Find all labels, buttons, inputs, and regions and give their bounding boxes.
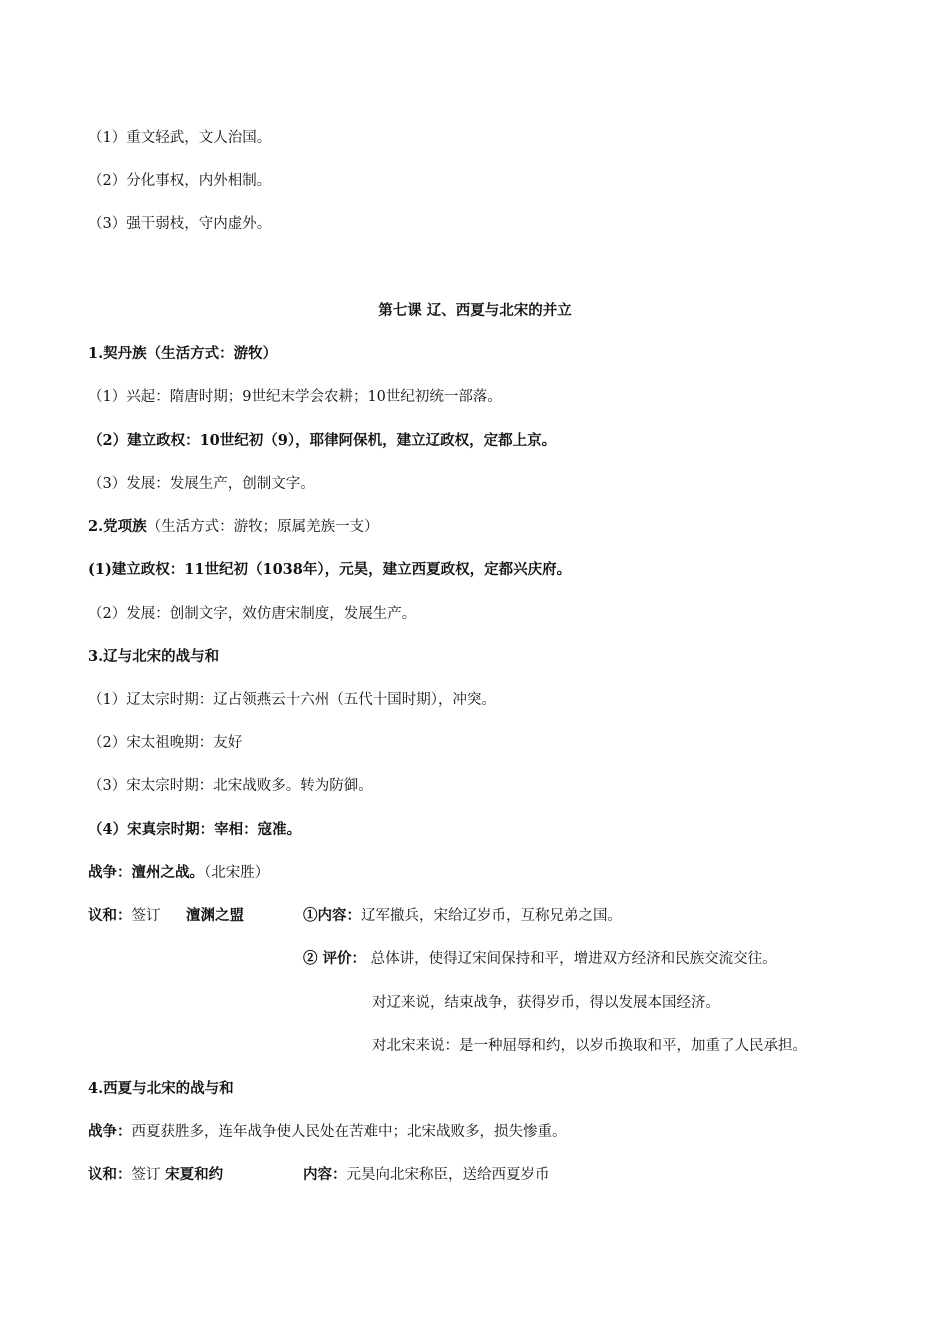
war-result: （北宋胜） — [204, 865, 270, 881]
peace-sign: 签订 — [131, 908, 161, 924]
s4-content-label: 内容： — [303, 1166, 347, 1183]
section-4-heading: 4.西夏与北宋的战与和 — [88, 1080, 234, 1097]
s4-treaty-content — [303, 1165, 550, 1185]
section-2-item-2: （2）发展：创制文字，效仿唐宋制度，发展生产。 — [88, 606, 417, 622]
treaty-content-label: ①内容： — [303, 907, 361, 924]
s4-peace-sign: 签订 — [131, 1167, 161, 1183]
treaty-evaluation-label: ② 评价： — [303, 950, 367, 967]
s4-war-label: 战争： — [88, 1123, 132, 1140]
section-3-peace — [88, 906, 161, 926]
section-1-item-2: （2）建立政权：10世纪初（9），耶律阿保机，建立辽政权，定都上京。 — [88, 432, 557, 449]
s4-peace-label: 议和： — [88, 1166, 132, 1183]
section-1-heading: 1.契丹族（生活方式：游牧） — [88, 345, 278, 362]
section-3-item-2: （2）宋太祖晚期：友好 — [88, 735, 243, 751]
top-item-3: （3）强干弱枝，守内虚外。 — [88, 216, 272, 232]
section-2-heading — [88, 517, 379, 537]
section-4-peace — [88, 1165, 223, 1185]
evaluation-liao: 对辽来说，结束战争，获得岁币，得以发展本国经济。 — [372, 995, 720, 1011]
top-item-1: （1）重文轻武，文人治国。 — [88, 130, 272, 146]
section-1-item-1: （1）兴起：隋唐时期；9世纪末学会农耕；10世纪初统一部落。 — [88, 389, 502, 405]
lesson-title: 第七课 辽、西夏与北宋的并立 — [378, 302, 572, 319]
treaty-evaluation — [303, 949, 777, 969]
section-3-heading: 3.辽与北宋的战与和 — [88, 648, 220, 665]
section-2-heading-rest: （生活方式：游牧；原属羌族一支） — [146, 519, 379, 535]
top-item-2: （2）分化事权，内外相制。 — [88, 173, 272, 189]
treaty-evaluation-text: 总体讲，使得辽宋间保持和平，增进双方经济和民族交流交往。 — [370, 951, 777, 967]
evaluation-song: 对北宋来说：是一种屈辱和约，以岁币换取和平，加重了人民承担。 — [372, 1038, 807, 1054]
treaty-content — [303, 906, 622, 926]
peace-label: 议和： — [88, 907, 132, 924]
section-3-item-3: （3）宋太宗时期：北宋战败多。转为防御。 — [88, 778, 373, 794]
treaty-content-text: 辽军撤兵，宋给辽岁币，互称兄弟之国。 — [361, 908, 622, 924]
section-3-war — [88, 863, 269, 883]
section-3-item-1: （1）辽太宗时期：辽占领燕云十六州（五代十国时期），冲突。 — [88, 692, 496, 708]
s4-content-text: 元昊向北宋称臣，送给西夏岁币 — [346, 1167, 550, 1183]
section-4-war — [88, 1122, 567, 1142]
section-1-item-3: （3）发展：发展生产，创制文字。 — [88, 476, 315, 492]
s4-peace-treaty: 宋夏和约 — [165, 1166, 224, 1183]
section-2-item-1: (1)建立政权：11世纪初（1038年），元昊，建立西夏政权，定都兴庆府。 — [88, 561, 572, 578]
war-battle: 澶州之战。 — [131, 864, 204, 881]
peace-treaty: 澶渊之盟 — [186, 907, 244, 924]
section-3-item-4: （4）宋真宗时期：宰相：寇准。 — [88, 821, 302, 838]
s4-war-text: 西夏获胜多，连年战争使人民处在苦难中；北宋战败多，损失惨重。 — [131, 1124, 567, 1140]
war-label: 战争： — [88, 864, 132, 881]
section-2-heading-bold: 2.党项族 — [88, 518, 147, 535]
